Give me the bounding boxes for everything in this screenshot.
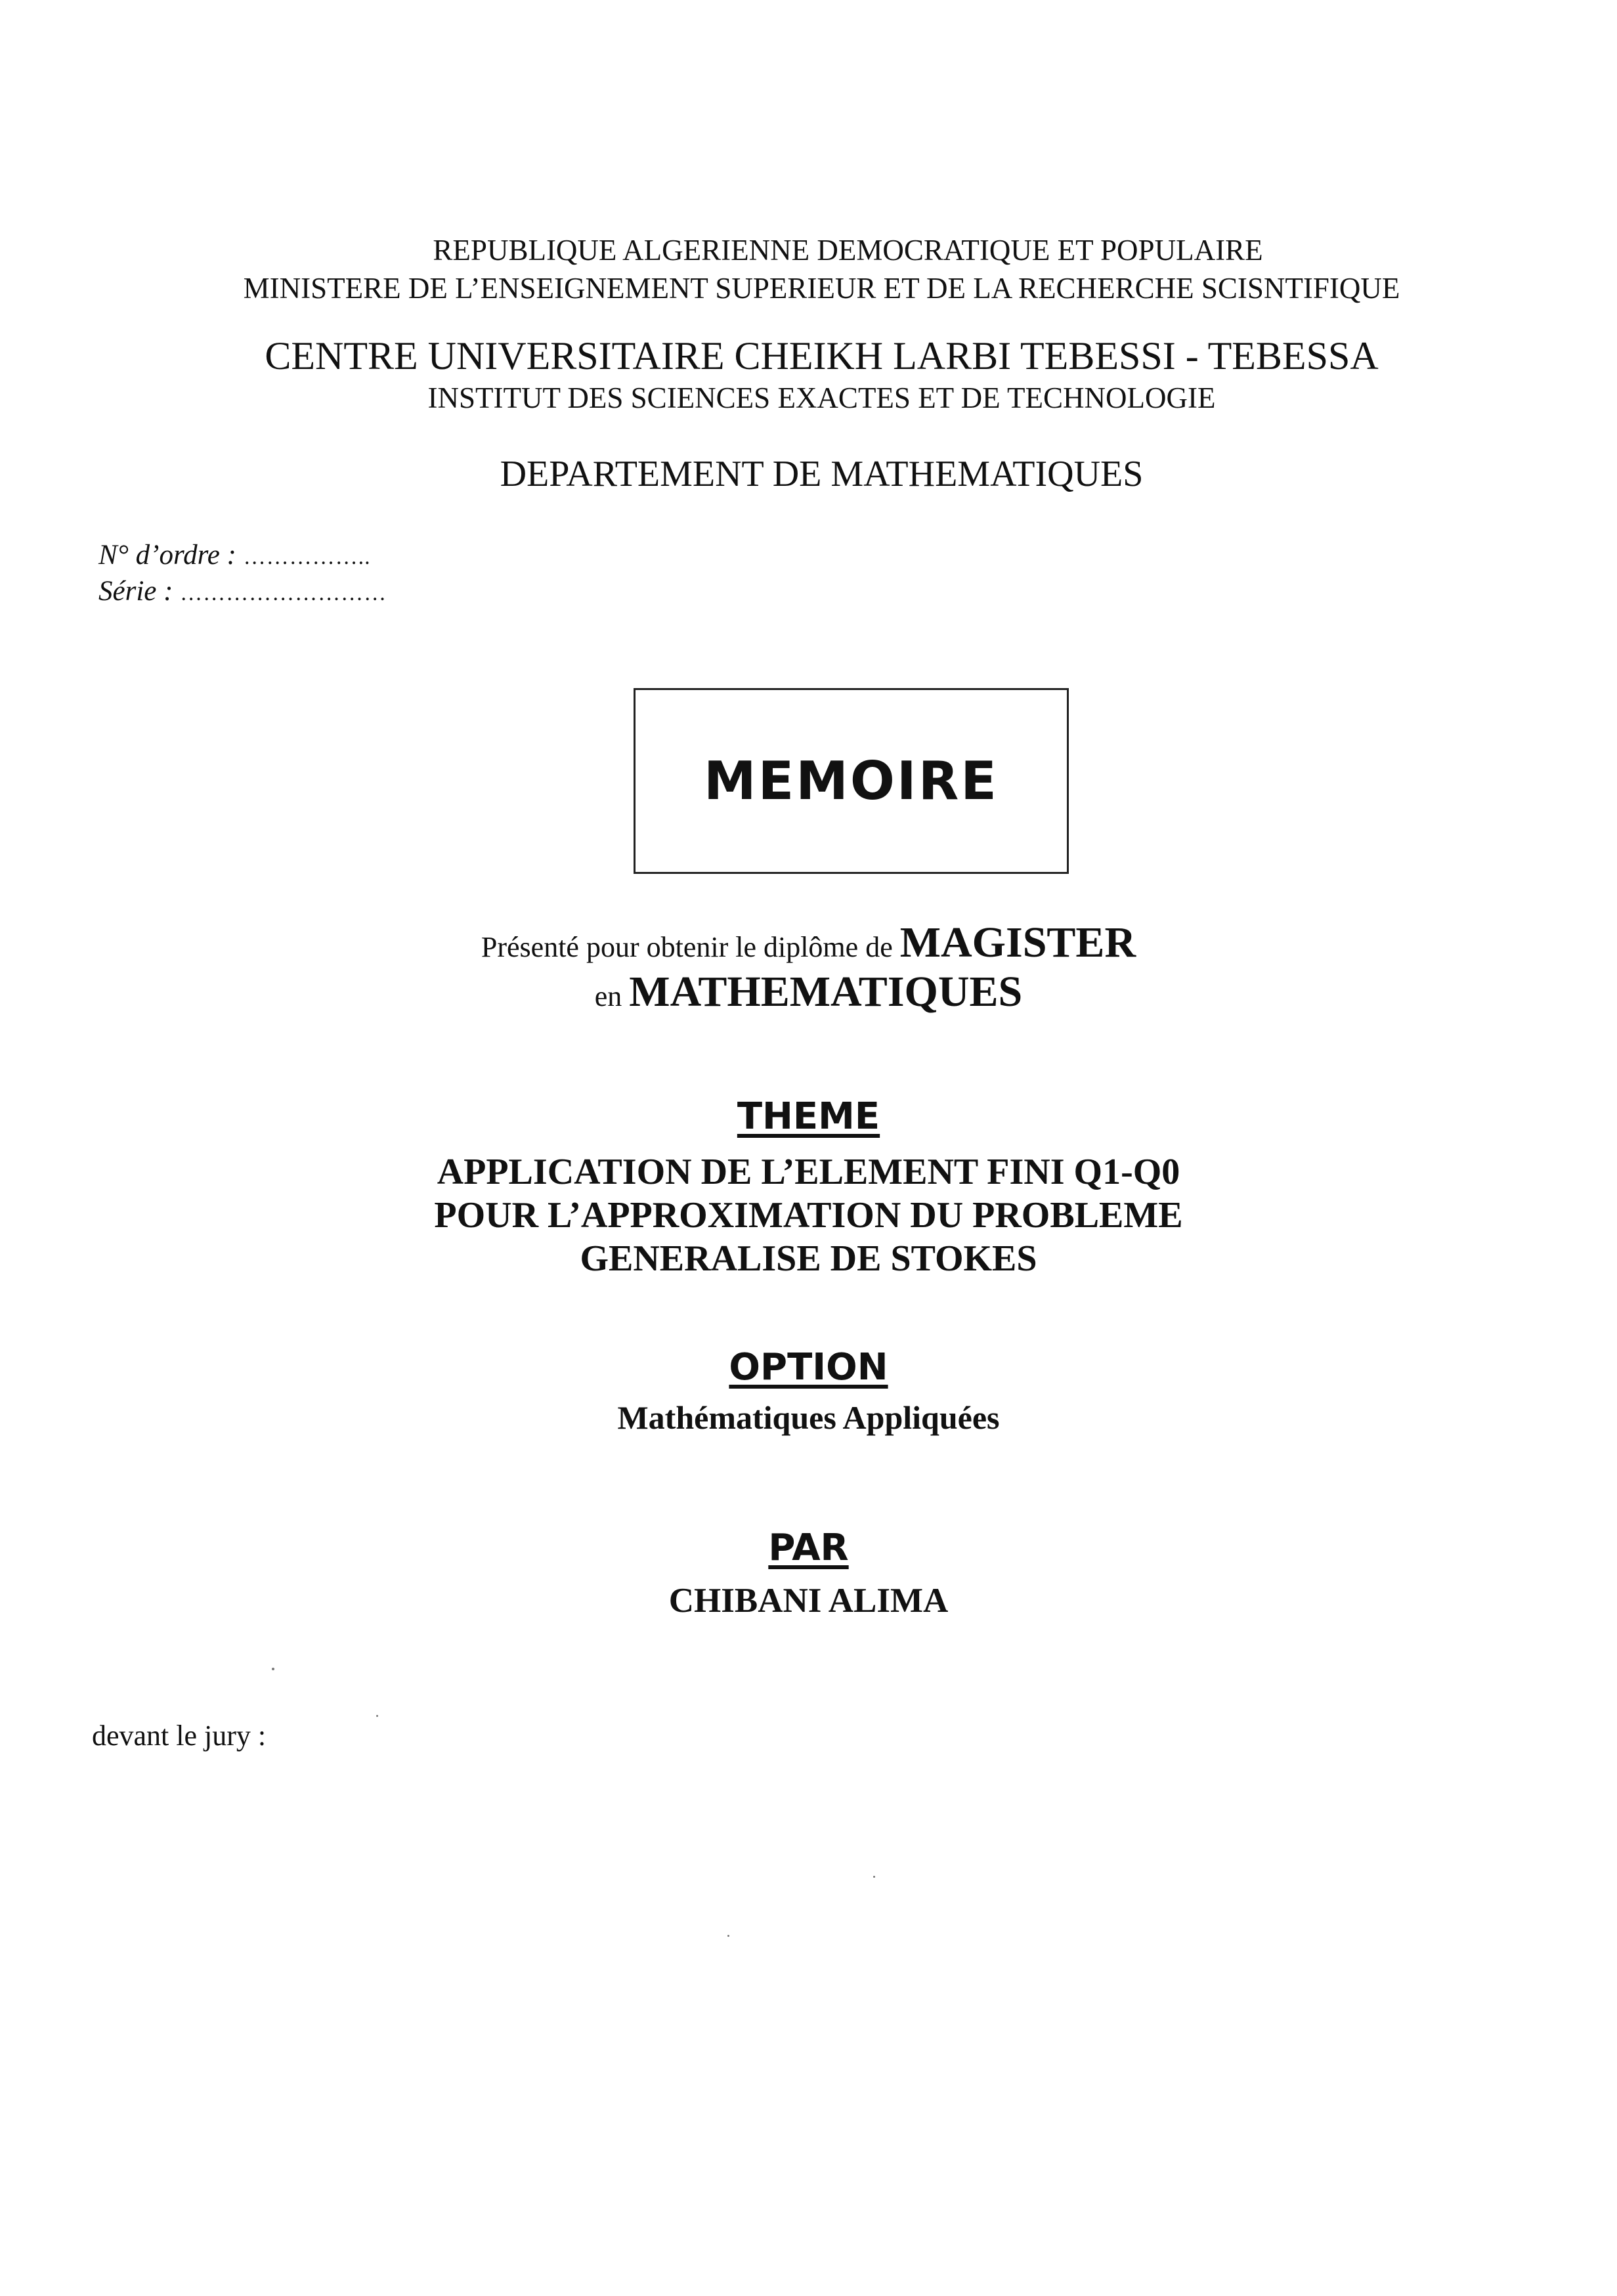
theme-heading: THEME: [737, 1095, 880, 1138]
university-line: CENTRE UNIVERSITAIRE CHEIKH LARBI TEBESSI - TEBESSA: [265, 334, 1379, 378]
order-number-row: [98, 538, 387, 574]
series-label: Série :: [98, 576, 173, 607]
ministry-line: MINISTERE DE L’ENSEIGNEMENT SUPERIEUR ET DE LA RECHERCHE SCISNTIFIQUE: [243, 272, 1400, 305]
memoire-title: MEMOIRE: [704, 750, 999, 812]
author-name: CHIBANI ALIMA: [668, 1582, 949, 1620]
field-prefix: en: [594, 980, 622, 1012]
author-heading: PAR: [768, 1527, 849, 1569]
theme-title: [0, 1150, 1617, 1280]
institute-line: INSTITUT DES SCIENCES EXACTES ET DE TECHNOLOGIE: [427, 381, 1216, 414]
order-series-block: [98, 538, 387, 611]
presentation-line: [0, 918, 1617, 968]
diploma-name: MAGISTER: [899, 919, 1136, 966]
series-value: ………………………: [180, 581, 387, 605]
jury-label: devant le jury :: [92, 1720, 267, 1752]
scan-speck: [376, 1715, 378, 1717]
order-number-label: N° d’ordre :: [98, 540, 236, 571]
republic-line: REPUBLIQUE ALGERIENNE DEMOCRATIQUE ET POPULAIRE: [433, 234, 1263, 267]
theme-title-line: POUR L’APPROXIMATION DU PROBLEME: [434, 1195, 1183, 1236]
scan-speck: [873, 1876, 875, 1878]
option-value: Mathématiques Appliquées: [617, 1399, 1000, 1436]
theme-title-line: APPLICATION DE L’ELEMENT FINI Q1-Q0: [437, 1152, 1180, 1192]
series-row: [98, 574, 387, 611]
scan-speck: [272, 1668, 274, 1670]
scan-speck: [727, 1935, 729, 1937]
order-number-value: ……………..: [243, 545, 371, 569]
presentation-prefix: Présenté pour obtenir le diplôme de: [481, 931, 893, 963]
field-line: [0, 967, 1617, 1017]
memoire-title-box: [634, 688, 1069, 874]
option-heading: OPTION: [729, 1346, 888, 1389]
theme-title-line: GENERALISE DE STOKES: [580, 1238, 1037, 1279]
department-line: DEPARTEMENT DE MATHEMATIQUES: [500, 454, 1144, 494]
field-name: MATHEMATIQUES: [629, 968, 1023, 1016]
